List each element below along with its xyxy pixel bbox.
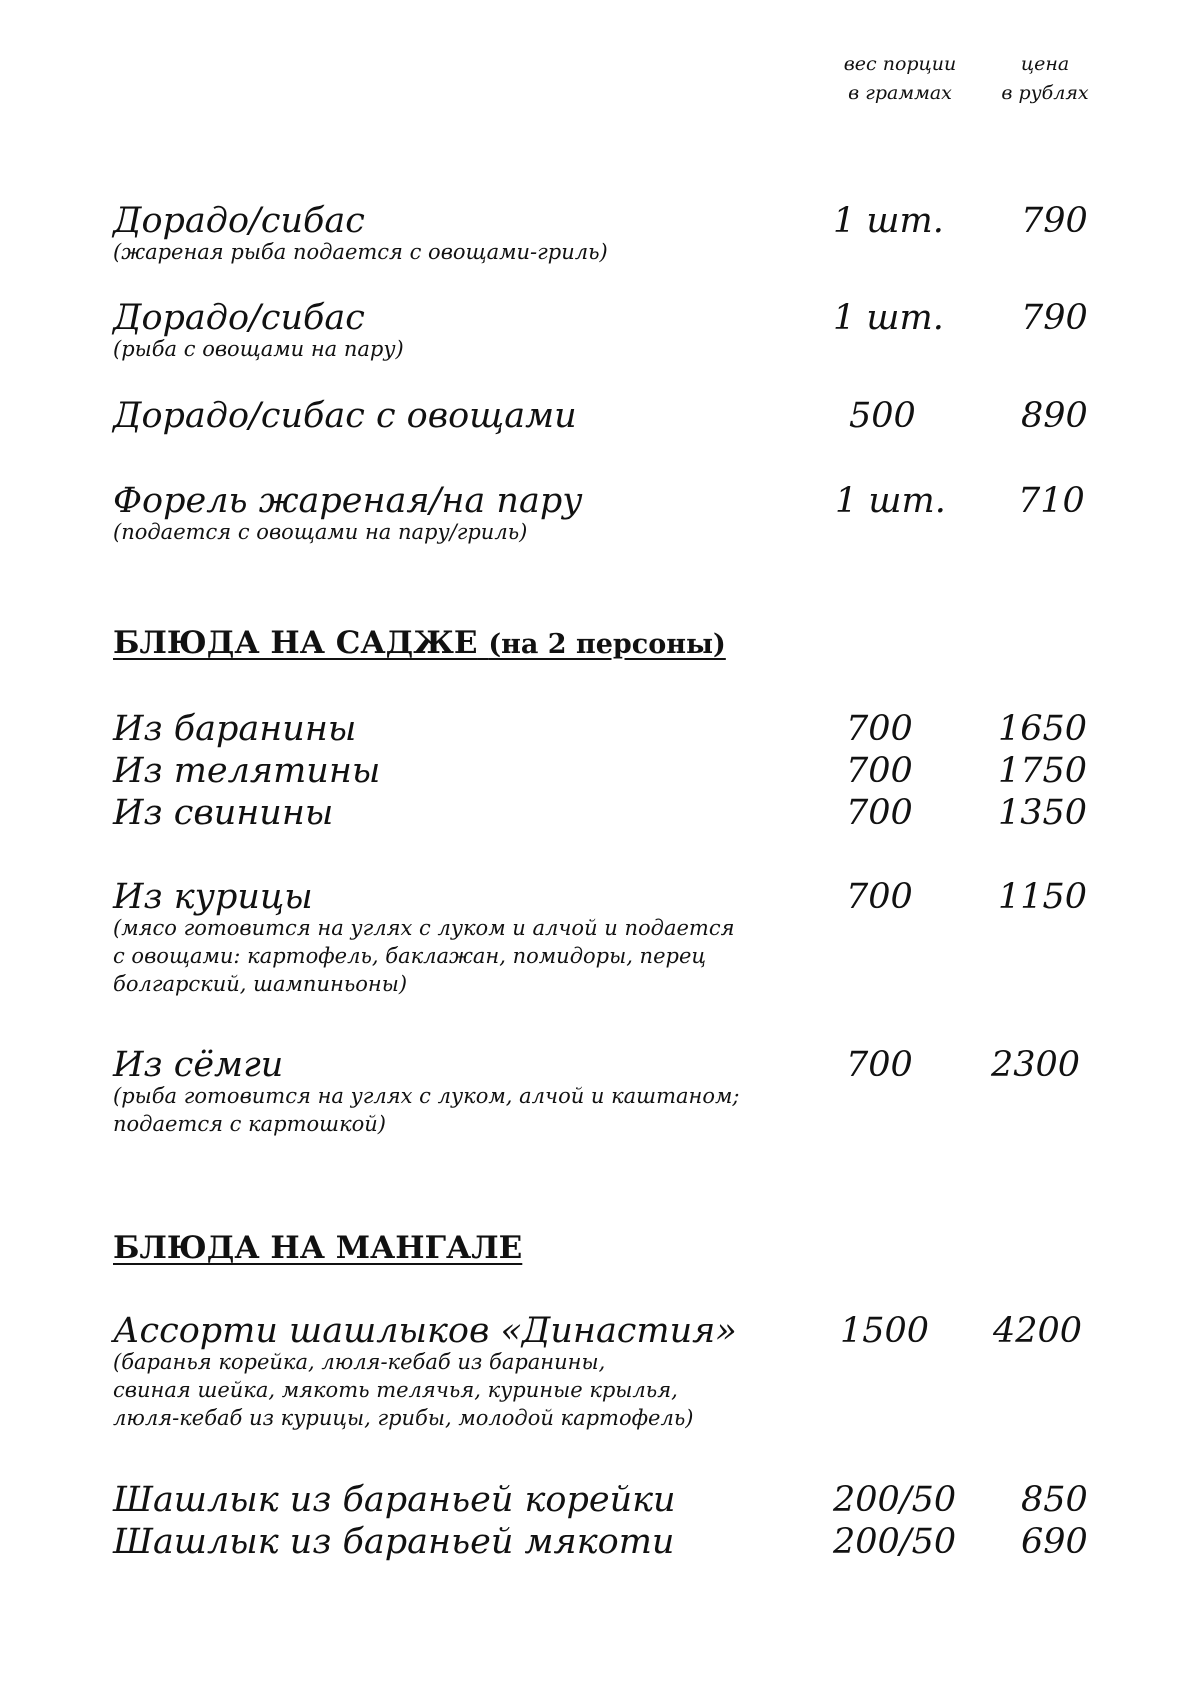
item-price: 850 [1021, 1480, 1088, 1520]
section-title-sadzh [113, 623, 726, 665]
item-name: Шашлык из бараньей мякоти [113, 1522, 675, 1562]
item-weight: 700 [846, 877, 913, 917]
section-title-mangal [113, 1228, 522, 1268]
item-weight: 500 [849, 396, 916, 436]
menu-item [113, 1310, 1113, 1432]
item-weight: 200/50 [833, 1522, 957, 1562]
section-title-text: БЛЮДА НА МАНГАЛЕ [113, 1230, 523, 1266]
item-name: Из сёмги [113, 1045, 284, 1085]
menu-item [113, 395, 1113, 437]
item-price: 1350 [998, 793, 1088, 833]
item-price: 4200 [993, 1311, 1083, 1351]
item-name: Из курицы [113, 877, 313, 917]
item-weight: 700 [846, 709, 913, 749]
menu-item [113, 1044, 1113, 1138]
price-header-line2: в рублях [1001, 82, 1089, 104]
price-column-header [985, 50, 1105, 108]
item-name: Дорадо/сибас [113, 201, 365, 241]
menu-item [113, 1479, 1113, 1521]
item-weight: 1 шт. [835, 481, 946, 521]
menu-item [113, 876, 1113, 998]
item-price: 1750 [998, 751, 1088, 791]
item-price: 2300 [991, 1045, 1081, 1085]
item-weight: 700 [846, 751, 913, 791]
menu-item [113, 750, 1113, 792]
section-title-text: БЛЮДА НА САДЖЕ [113, 625, 478, 661]
item-weight: 700 [846, 793, 913, 833]
item-price: 890 [1021, 396, 1088, 436]
item-name: Шашлык из бараньей корейки [113, 1480, 676, 1520]
item-description: (жареная рыба подается с овощами-гриль) [113, 240, 608, 264]
section-subtitle: (на 2 персоны) [488, 629, 726, 660]
item-name: Форель жареная/на пару [113, 481, 583, 521]
menu-item [113, 792, 1113, 834]
menu-item [113, 200, 1113, 266]
item-name: Из баранины [113, 709, 357, 749]
item-description: (подается с овощами на пару/гриль) [113, 520, 528, 544]
item-description: (рыба с овощами на пару) [113, 337, 404, 361]
item-weight: 1 шт. [833, 298, 944, 338]
menu-item [113, 480, 1113, 546]
menu-item [113, 1521, 1113, 1563]
item-name: Из свинины [113, 793, 334, 833]
item-name: Ассорти шашлыков «Династия» [113, 1311, 737, 1351]
item-weight: 1 шт. [833, 201, 944, 241]
item-price: 1150 [998, 877, 1088, 917]
menu-item [113, 297, 1113, 363]
item-price: 710 [1018, 481, 1085, 521]
weight-column-header [820, 50, 980, 108]
item-name: Дорадо/сибас с овощами [113, 396, 577, 436]
menu-item [113, 708, 1113, 750]
item-description: (рыба готовится на углях с луком, алчой и каштаном; подается с картошкой) [113, 1084, 740, 1136]
weight-header-line1: вес порции [843, 53, 957, 75]
weight-header-line2: в граммах [848, 82, 952, 104]
item-weight: 1500 [840, 1311, 930, 1351]
item-name: Из телятины [113, 751, 381, 791]
item-weight: 200/50 [833, 1480, 957, 1520]
item-description: (мясо готовится на углях с луком и алчой и подается с овощами: картофель, баклажан, помидоры, перец болгарский, шампиньоны) [113, 916, 735, 996]
item-description: (баранья корейка, люля-кебаб из баранины, свиная шейка, мякоть телячья, куриные крылья, люля-кебаб из курицы, грибы, молодой картофель) [113, 1350, 694, 1430]
item-price: 690 [1021, 1522, 1088, 1562]
item-weight: 700 [846, 1045, 913, 1085]
item-price: 790 [1021, 201, 1088, 241]
item-price: 790 [1021, 298, 1088, 338]
item-name: Дорадо/сибас [113, 298, 365, 338]
item-price: 1650 [998, 709, 1088, 749]
price-header-line1: цена [1020, 53, 1070, 75]
